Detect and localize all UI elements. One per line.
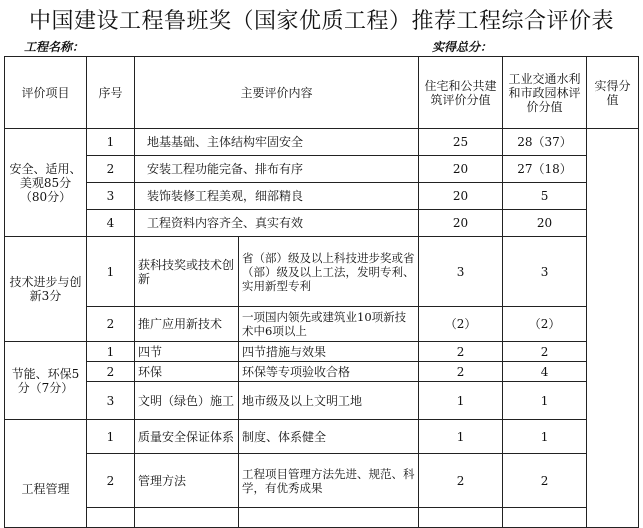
project-name-label: 工程名称： (24, 40, 85, 54)
group-tech-label: 技术进步与创新3分 (5, 237, 87, 342)
header-category: 评价项目 (5, 57, 87, 129)
row-ind-score: 5 (503, 183, 587, 210)
row-res-score: 25 (419, 129, 503, 156)
page-title: 中国建设工程鲁班奖（国家优质工程）推荐工程综合评价表 (28, 9, 614, 34)
row-ind-score: 2 (503, 454, 587, 508)
row-detail: 制度、体系健全 (239, 420, 419, 454)
row-content: 安装工程功能完备、排布有序 (135, 156, 419, 183)
row-ind-score: 1 (503, 420, 587, 454)
row-ind-score: 28（37） (503, 129, 587, 156)
row-seq: 3 (87, 382, 135, 420)
row-detail: 工程项目管理方法先进、规范、科学，有优秀成果 (239, 454, 419, 508)
row-ind-score (503, 508, 587, 528)
table-row (5, 508, 639, 528)
row-detail: 环保等专项验收合格 (239, 362, 419, 382)
row-item (135, 508, 239, 528)
header-row (5, 57, 639, 129)
row-item: 推广应用新技术 (135, 307, 239, 342)
row-content: 地基基础、主体结构牢固安全 (135, 129, 419, 156)
row-ind-score: 1 (503, 382, 587, 420)
row-ind-score: 20 (503, 210, 587, 237)
row-res-score: 1 (419, 382, 503, 420)
row-item: 文明（绿色）施工 (135, 382, 239, 420)
row-detail: 省（部）级及以上科技进步奖或省（部）级及以上工法，发明专利、实用新型专利 (239, 237, 419, 307)
table-row (5, 129, 639, 156)
row-res-score: （2） (419, 307, 503, 342)
row-ind-score: 27（18） (503, 156, 587, 183)
row-seq (87, 508, 135, 528)
group-safety-label: 安全、适用、美观85分（80分） (5, 129, 87, 237)
row-ind-score: 2 (503, 342, 587, 362)
row-res-score: 2 (419, 362, 503, 382)
table-row (5, 454, 639, 508)
row-res-score: 2 (419, 342, 503, 362)
row-detail: 地市级及以上文明工地 (239, 382, 419, 420)
row-item: 四节 (135, 342, 239, 362)
header-industrial: 工业交通水利和市政园林评价分值 (503, 57, 587, 129)
table-row (5, 210, 639, 237)
row-seq: 1 (87, 129, 135, 156)
row-res-score: 20 (419, 156, 503, 183)
row-res-score (419, 508, 503, 528)
row-seq: 3 (87, 183, 135, 210)
evaluation-table (4, 56, 639, 528)
row-seq: 2 (87, 362, 135, 382)
row-content: 装饰装修工程美观，细部精良 (135, 183, 419, 210)
row-seq: 1 (87, 237, 135, 307)
row-res-score: 3 (419, 237, 503, 307)
table-row (5, 156, 639, 183)
group-management-label: 工程管理 (5, 420, 87, 528)
row-res-score: 1 (419, 420, 503, 454)
table-row (5, 342, 639, 362)
table-row (5, 183, 639, 210)
table-row (5, 362, 639, 382)
row-item: 环保 (135, 362, 239, 382)
row-detail (239, 508, 419, 528)
row-content: 工程资料内容齐全、真实有效 (135, 210, 419, 237)
row-ind-score: （2） (503, 307, 587, 342)
row-ind-score: 3 (503, 237, 587, 307)
group-energy-label: 节能、环保5分（7分） (5, 342, 87, 420)
row-res-score: 20 (419, 210, 503, 237)
table-row (5, 382, 639, 420)
row-ind-score: 4 (503, 362, 587, 382)
row-detail: 一项国内领先或建筑业10项新技术中6项以上 (239, 307, 419, 342)
header-content: 主要评价内容 (135, 57, 419, 129)
row-item: 质量安全保证体系 (135, 420, 239, 454)
row-res-score: 20 (419, 183, 503, 210)
row-seq: 1 (87, 342, 135, 362)
header-residential: 住宅和公共建筑评价分值 (419, 57, 503, 129)
header-seq: 序号 (87, 57, 135, 129)
row-res-score: 2 (419, 454, 503, 508)
row-seq: 1 (87, 420, 135, 454)
row-detail: 四节措施与效果 (239, 342, 419, 362)
row-seq: 2 (87, 454, 135, 508)
header-actual: 实得分值 (587, 57, 639, 129)
row-seq: 2 (87, 307, 135, 342)
row-seq: 2 (87, 156, 135, 183)
table-row (5, 237, 639, 307)
row-item: 获科技奖或技术创新 (135, 237, 239, 307)
row-item: 管理方法 (135, 454, 239, 508)
row-seq: 4 (87, 210, 135, 237)
table-row (5, 420, 639, 454)
table-row (5, 307, 639, 342)
actual-score-cell (587, 129, 639, 528)
total-score-label: 实得总分： (432, 40, 493, 54)
